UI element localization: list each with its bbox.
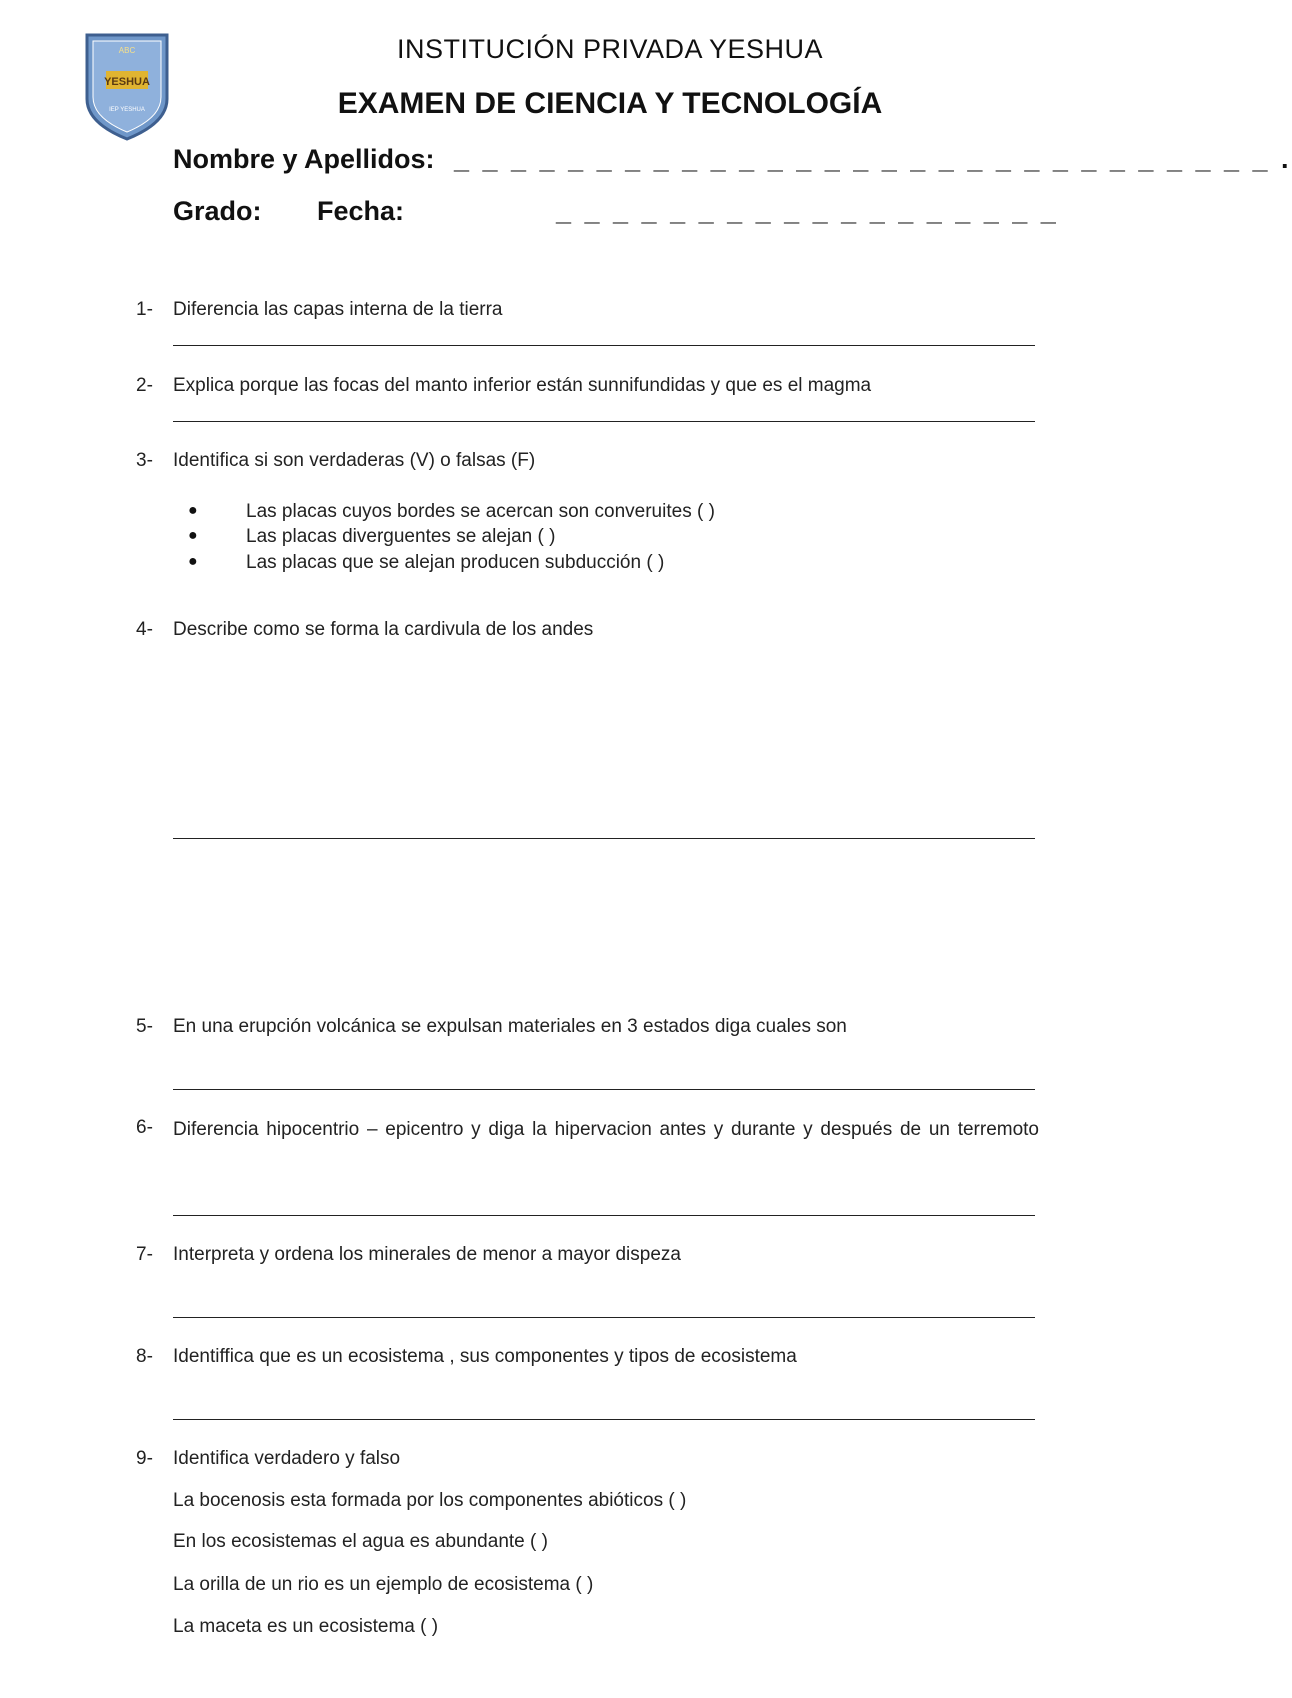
question-number: 7- xyxy=(136,1244,153,1265)
institution-name: INSTITUCIÓN PRIVADA YESHUA xyxy=(396,34,824,64)
bullet-icon: ● xyxy=(188,502,198,519)
question-text: En una erupción volcánica se expulsan materiales en 3 estados diga cuales son xyxy=(173,1016,847,1037)
question-text: Diferencia hipocentrio – epicentro y diga la hipervacion antes y durante y después de un terremoto xyxy=(173,1119,1039,1140)
svg-text:ABC: ABC xyxy=(118,46,136,55)
question-number: 5- xyxy=(136,1016,153,1037)
svg-text:YESHUA: YESHUA xyxy=(104,76,150,88)
list-item: Las placas cuyos bordes se acercan son converuites ( ) xyxy=(246,501,715,522)
answer-line[interactable] xyxy=(173,1419,1035,1420)
date-blank[interactable]: _ _ _ _ _ _ _ _ _ _ _ _ _ _ _ _ _ _ xyxy=(556,196,1059,226)
answer-line[interactable] xyxy=(173,1215,1035,1216)
name-label: Nombre y Apellidos: xyxy=(173,144,435,174)
list-item: La orilla de un rio es un ejemplo de ecosistema ( ) xyxy=(173,1574,594,1595)
question-text: Interpreta y ordena los minerales de menor a mayor dispeza xyxy=(173,1244,681,1265)
svg-text:IEP YESHUA: IEP YESHUA xyxy=(109,107,145,113)
answer-line[interactable] xyxy=(173,1317,1035,1318)
list-item: La bocenosis esta formada por los componentes abióticos ( ) xyxy=(173,1490,687,1511)
question-text: Diferencia las capas interna de la tierra xyxy=(173,299,503,320)
answer-line[interactable] xyxy=(173,421,1035,422)
question-number: 3- xyxy=(136,450,153,471)
question-text: Explica porque las focas del manto inferior están sunnifundidas y que es el magma xyxy=(173,375,872,396)
question-number: 6- xyxy=(136,1117,153,1138)
question-number: 9- xyxy=(136,1448,153,1469)
list-item: En los ecosistemas el agua es abundante ( ) xyxy=(173,1531,548,1552)
exam-title: EXAMEN DE CIENCIA Y TECNOLOGÍA xyxy=(337,87,883,120)
question-number: 1- xyxy=(136,299,153,320)
question-text: Describe como se forma la cardivula de los andes xyxy=(173,619,594,640)
question-text: Identiffica que es un ecosistema , sus componentes y tipos de ecosistema xyxy=(173,1346,797,1367)
question-number: 4- xyxy=(136,619,153,640)
question-text: Identifica verdadero y falso xyxy=(173,1448,401,1469)
grade-label: Grado: xyxy=(173,196,262,226)
list-item: Las placas diverguentes se alejan ( ) xyxy=(246,526,556,547)
answer-line[interactable] xyxy=(173,345,1035,346)
answer-line[interactable] xyxy=(173,1089,1035,1090)
question-number: 2- xyxy=(136,375,153,396)
question-text: Identifica si son verdaderas (V) o falsas (F) xyxy=(173,450,536,471)
bullet-icon: ● xyxy=(188,553,198,570)
answer-line[interactable] xyxy=(173,838,1035,839)
date-label: Fecha: xyxy=(317,196,405,226)
list-item: La maceta es un ecosistema ( ) xyxy=(173,1616,439,1637)
list-item: Las placas que se alejan producen subducción ( ) xyxy=(246,552,665,573)
bullet-icon: ● xyxy=(188,527,198,544)
name-blank[interactable]: _ _ _ _ _ _ _ _ _ _ _ _ _ _ _ _ _ _ _ _ _ _ _ _ _ _ _ _ _ . xyxy=(454,144,1292,174)
question-number: 8- xyxy=(136,1346,153,1367)
